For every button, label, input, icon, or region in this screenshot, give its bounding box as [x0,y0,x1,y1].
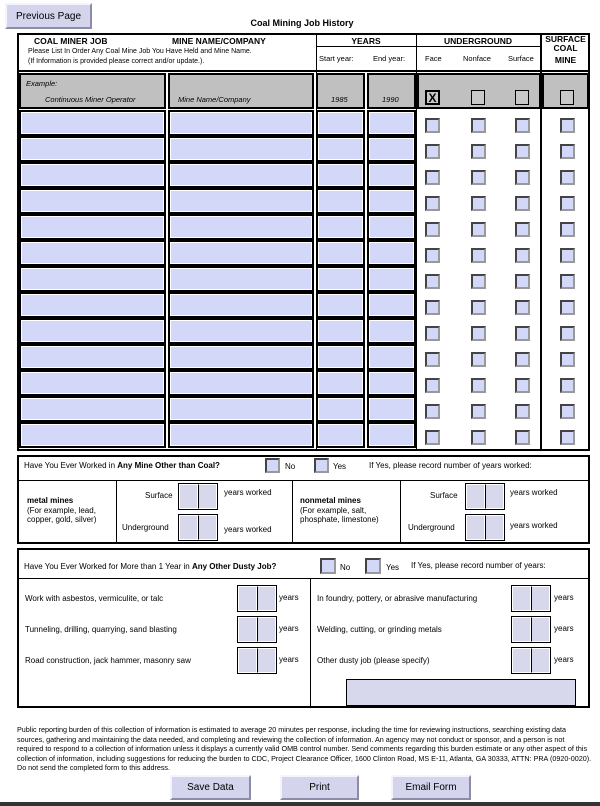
mine-name-input[interactable] [168,214,314,240]
surface-coal-checkbox[interactable] [560,274,575,289]
surface-checkbox[interactable] [515,352,530,367]
mine-name-input[interactable] [168,266,314,292]
mine-name-input[interactable] [168,344,314,370]
dusty-yes-checkbox[interactable] [365,558,381,574]
surface-checkbox[interactable] [515,404,530,419]
email-form-button[interactable]: Email Form [391,775,471,800]
end-year-input[interactable] [367,240,416,266]
dusty-job-question [24,562,276,571]
mine-name-input[interactable] [168,422,314,448]
surface-checkbox[interactable] [515,430,530,445]
nonface-checkbox[interactable] [471,326,486,341]
start-year-input[interactable] [316,110,365,136]
example-face-checkbox: X [425,90,440,105]
dusty-years-input[interactable] [511,616,551,643]
end-year-input[interactable] [367,266,416,292]
job-title-input[interactable] [19,136,166,162]
start-year-input[interactable] [316,344,365,370]
dusty-job-label: Road construction, jack hammer, masonry saw [25,656,191,665]
surface-coal-checkbox[interactable] [560,144,575,159]
job-title-input[interactable] [19,214,166,240]
mine-name-input[interactable] [168,188,314,214]
surface-checkbox[interactable] [515,300,530,315]
surface-coal-checkbox[interactable] [560,352,575,367]
years-worked-label: years worked [224,488,272,497]
nonface-checkbox[interactable] [471,378,486,393]
save-data-button[interactable]: Save Data [170,775,251,800]
dusty-years-input[interactable] [511,585,551,612]
burden-statement: Public reporting burden of this collection of information is estimated to average 20 minutes per response, including the time for reviewing instructions, searching existing data sources, gathering and maintaining the data needed, and completing and reviewing the collection of information. An agency may not conduct or sponsor, and a person is not required to respond to a collection of information unless it displays a currently valid OMB control number. Send comments regarding this burden estimate or any other aspect of this collection of information, including suggestions for reducing the burden to CDC, Project Clearance Officer, 1600 Clinton Road, MS E-11, Atlanta, GA 30333, ATTN: PRA (0920-0020). Do not send the completed form to this address. [17,725,592,772]
header-text: COAL [553,43,578,53]
nonmetal-mines-desc: phosphate, limestone) [300,515,379,524]
face-checkbox[interactable] [425,248,440,263]
example-surface-coal-checkbox [560,90,574,105]
surface-coal-checkbox[interactable] [560,326,575,341]
surface-coal-checkbox[interactable] [560,378,575,393]
metal-mines-title: metal mines [27,496,74,505]
surface-checkbox[interactable] [515,326,530,341]
surface-checkbox[interactable] [515,144,530,159]
face-checkbox[interactable] [425,378,440,393]
example-start [316,73,365,109]
face-checkbox[interactable] [425,300,440,315]
end-year-input[interactable] [367,318,416,344]
years-worked-label: years worked [510,488,558,497]
dusty-years-input[interactable] [237,647,277,674]
header-job: COAL MINER JOB [34,36,108,46]
face-checkbox[interactable] [425,222,440,237]
end-year-input[interactable] [367,370,416,396]
job-title-input[interactable] [19,266,166,292]
example-job [19,73,166,109]
nonface-checkbox[interactable] [471,170,486,185]
mine-name-input[interactable] [168,318,314,344]
metal-mines-desc: (For example, lead, [27,506,96,515]
mine-name-input[interactable] [168,162,314,188]
header-surface-coal-mine [541,35,590,65]
face-checkbox[interactable] [425,274,440,289]
years-worked-label: years worked [224,525,272,534]
header-text: MINE [554,55,577,65]
face-checkbox[interactable] [425,430,440,445]
header-underground: UNDERGROUND [444,36,512,46]
mine-name-input[interactable] [168,110,314,136]
surface-coal-checkbox[interactable] [560,404,575,419]
face-checkbox[interactable] [425,326,440,341]
dusty-years-input[interactable] [237,585,277,612]
nonface-checkbox[interactable] [471,222,486,237]
nonface-checkbox[interactable] [471,352,486,367]
question-text: Have You Ever Worked in [24,461,118,470]
mine-name-input[interactable] [168,292,314,318]
question-bold: Any Other Dusty Job? [191,562,277,571]
surface-coal-checkbox[interactable] [560,170,575,185]
other-mines-question [24,461,220,470]
surface-checkbox[interactable] [515,222,530,237]
subheader-end: End year: [373,54,406,63]
no-label: No [340,563,351,572]
nonface-checkbox[interactable] [471,196,486,211]
job-title-input[interactable] [19,188,166,214]
nonmetal-mines-desc: (For example, salt, [300,506,367,515]
years-label: years [554,624,574,633]
end-year-input[interactable] [367,422,416,448]
dusty-job-label: In foundry, pottery, or abrasive manufacturing [317,594,478,603]
end-year-input[interactable] [367,292,416,318]
years-label: years [279,655,299,664]
example-label: Example: [26,79,58,88]
surface-coal-checkbox[interactable] [560,222,575,237]
surface-checkbox[interactable] [515,196,530,211]
page-title: Coal Mining Job History [250,18,354,28]
if-yes-text: If Yes, please record number of years worked: [369,461,532,470]
header-mine: MINE NAME/COMPANY [172,36,266,46]
dusty-job-label: Tunneling, drilling, quarrying, sand blasting [25,625,177,634]
nonmetal-underground-years-input[interactable] [465,514,505,541]
job-title-input[interactable] [19,422,166,448]
surface-checkbox[interactable] [515,248,530,263]
start-year-input[interactable] [316,370,365,396]
other-mines-no-checkbox[interactable] [265,458,280,473]
instructions: (If Information is provided please correct and/or update.). [28,58,205,65]
surface-coal-checkbox[interactable] [560,248,575,263]
other-mines-yes-checkbox[interactable] [314,458,329,473]
job-title-input[interactable] [19,110,166,136]
nonface-checkbox[interactable] [471,430,486,445]
job-title-input[interactable] [19,370,166,396]
example-nonface-checkbox [471,90,485,105]
surface-checkbox[interactable] [515,274,530,289]
metal-surface-years-input[interactable] [178,483,218,510]
face-checkbox[interactable] [425,352,440,367]
start-year-input[interactable] [316,136,365,162]
nonface-checkbox[interactable] [471,404,486,419]
mine-name-input[interactable] [168,136,314,162]
surface-coal-checkbox[interactable] [560,430,575,445]
job-title-input[interactable] [19,162,166,188]
job-title-input[interactable] [19,240,166,266]
example-start-text: 1985 [331,95,348,104]
nonmetal-surface-label: Surface [430,491,458,500]
years-label: years [279,624,299,633]
subheader-start: Start year: [319,54,354,63]
metal-underground-years-input[interactable] [178,514,218,541]
start-year-input[interactable] [316,422,365,448]
yes-label: Yes [333,462,347,471]
dusty-years-input[interactable] [511,647,551,674]
face-checkbox[interactable] [425,144,440,159]
end-year-input[interactable] [367,136,416,162]
dusty-job-label: Other dusty job (please specify) [317,656,430,665]
nonmetal-surface-years-input[interactable] [465,483,505,510]
dusty-years-input[interactable] [237,616,277,643]
dusty-no-checkbox[interactable] [320,558,336,574]
subheader-face: Face [425,54,442,63]
yes-label: Yes [386,563,400,572]
other-dusty-job-specify-input[interactable] [346,679,576,706]
metal-surface-label: Surface [145,491,173,500]
no-label: No [285,462,296,471]
end-year-input[interactable] [367,188,416,214]
start-year-input[interactable] [316,162,365,188]
surface-checkbox[interactable] [515,378,530,393]
start-year-input[interactable] [316,214,365,240]
job-title-input[interactable] [19,344,166,370]
previous-page-button[interactable]: Previous Page [5,3,92,29]
header-years: YEARS [351,36,381,46]
start-year-input[interactable] [316,292,365,318]
dusty-job-label: Work with asbestos, vermiculite, or talc [25,594,164,603]
years-label: years [554,593,574,602]
print-button[interactable]: Print [280,775,359,800]
dusty-job-label: Welding, cutting, or grinding metals [317,625,442,634]
header-text: SURFACE [545,34,586,44]
metal-mines-desc: copper, gold, silver) [27,515,97,524]
face-checkbox[interactable] [425,404,440,419]
end-year-input[interactable] [367,110,416,136]
bottom-bar [0,802,600,806]
nonface-checkbox[interactable] [471,248,486,263]
mine-name-input[interactable] [168,240,314,266]
subheader-nonface: Nonface [463,54,491,63]
mine-name-input[interactable] [168,370,314,396]
job-title-input[interactable] [19,396,166,422]
years-label: years [279,593,299,602]
years-label: years [554,655,574,664]
surface-coal-checkbox[interactable] [560,300,575,315]
start-year-input[interactable] [316,188,365,214]
nonmetal-underground-label: Underground [408,523,455,532]
example-surface-checkbox [515,90,529,105]
job-title-input[interactable] [19,318,166,344]
mine-name-input[interactable] [168,396,314,422]
end-year-input[interactable] [367,214,416,240]
nonface-checkbox[interactable] [471,144,486,159]
metal-underground-label: Underground [122,523,169,532]
question-bold: Any Mine Other than Coal? [117,461,220,470]
start-year-input[interactable] [316,396,365,422]
nonface-checkbox[interactable] [471,118,486,133]
example-job-text: Continuous Miner Operator [45,95,136,104]
surface-checkbox[interactable] [515,118,530,133]
end-year-input[interactable] [367,344,416,370]
end-year-input[interactable] [367,162,416,188]
example-mine [168,73,314,109]
surface-coal-checkbox[interactable] [560,196,575,211]
surface-checkbox[interactable] [515,170,530,185]
years-worked-label: years worked [510,521,558,530]
start-year-input[interactable] [316,266,365,292]
job-title-input[interactable] [19,292,166,318]
start-year-input[interactable] [316,318,365,344]
nonface-checkbox[interactable] [471,300,486,315]
nonface-checkbox[interactable] [471,274,486,289]
face-checkbox[interactable] [425,170,440,185]
example-mine-text: Mine Name/Company [178,95,251,104]
example-end-text: 1990 [382,95,399,104]
face-checkbox[interactable] [425,118,440,133]
face-checkbox[interactable] [425,196,440,211]
example-end [367,73,416,109]
subheader-surface: Surface [508,54,534,63]
end-year-input[interactable] [367,396,416,422]
nonmetal-mines-title: nonmetal mines [300,496,361,505]
if-yes-text: If Yes, please record number of years: [411,561,546,570]
start-year-input[interactable] [316,240,365,266]
question-text: Have You Ever Worked for More than 1 Year in [24,562,192,571]
surface-coal-checkbox[interactable] [560,118,575,133]
instructions: Please List In Order Any Coal Mine Job You Have Held and Mine Name. [28,48,252,55]
